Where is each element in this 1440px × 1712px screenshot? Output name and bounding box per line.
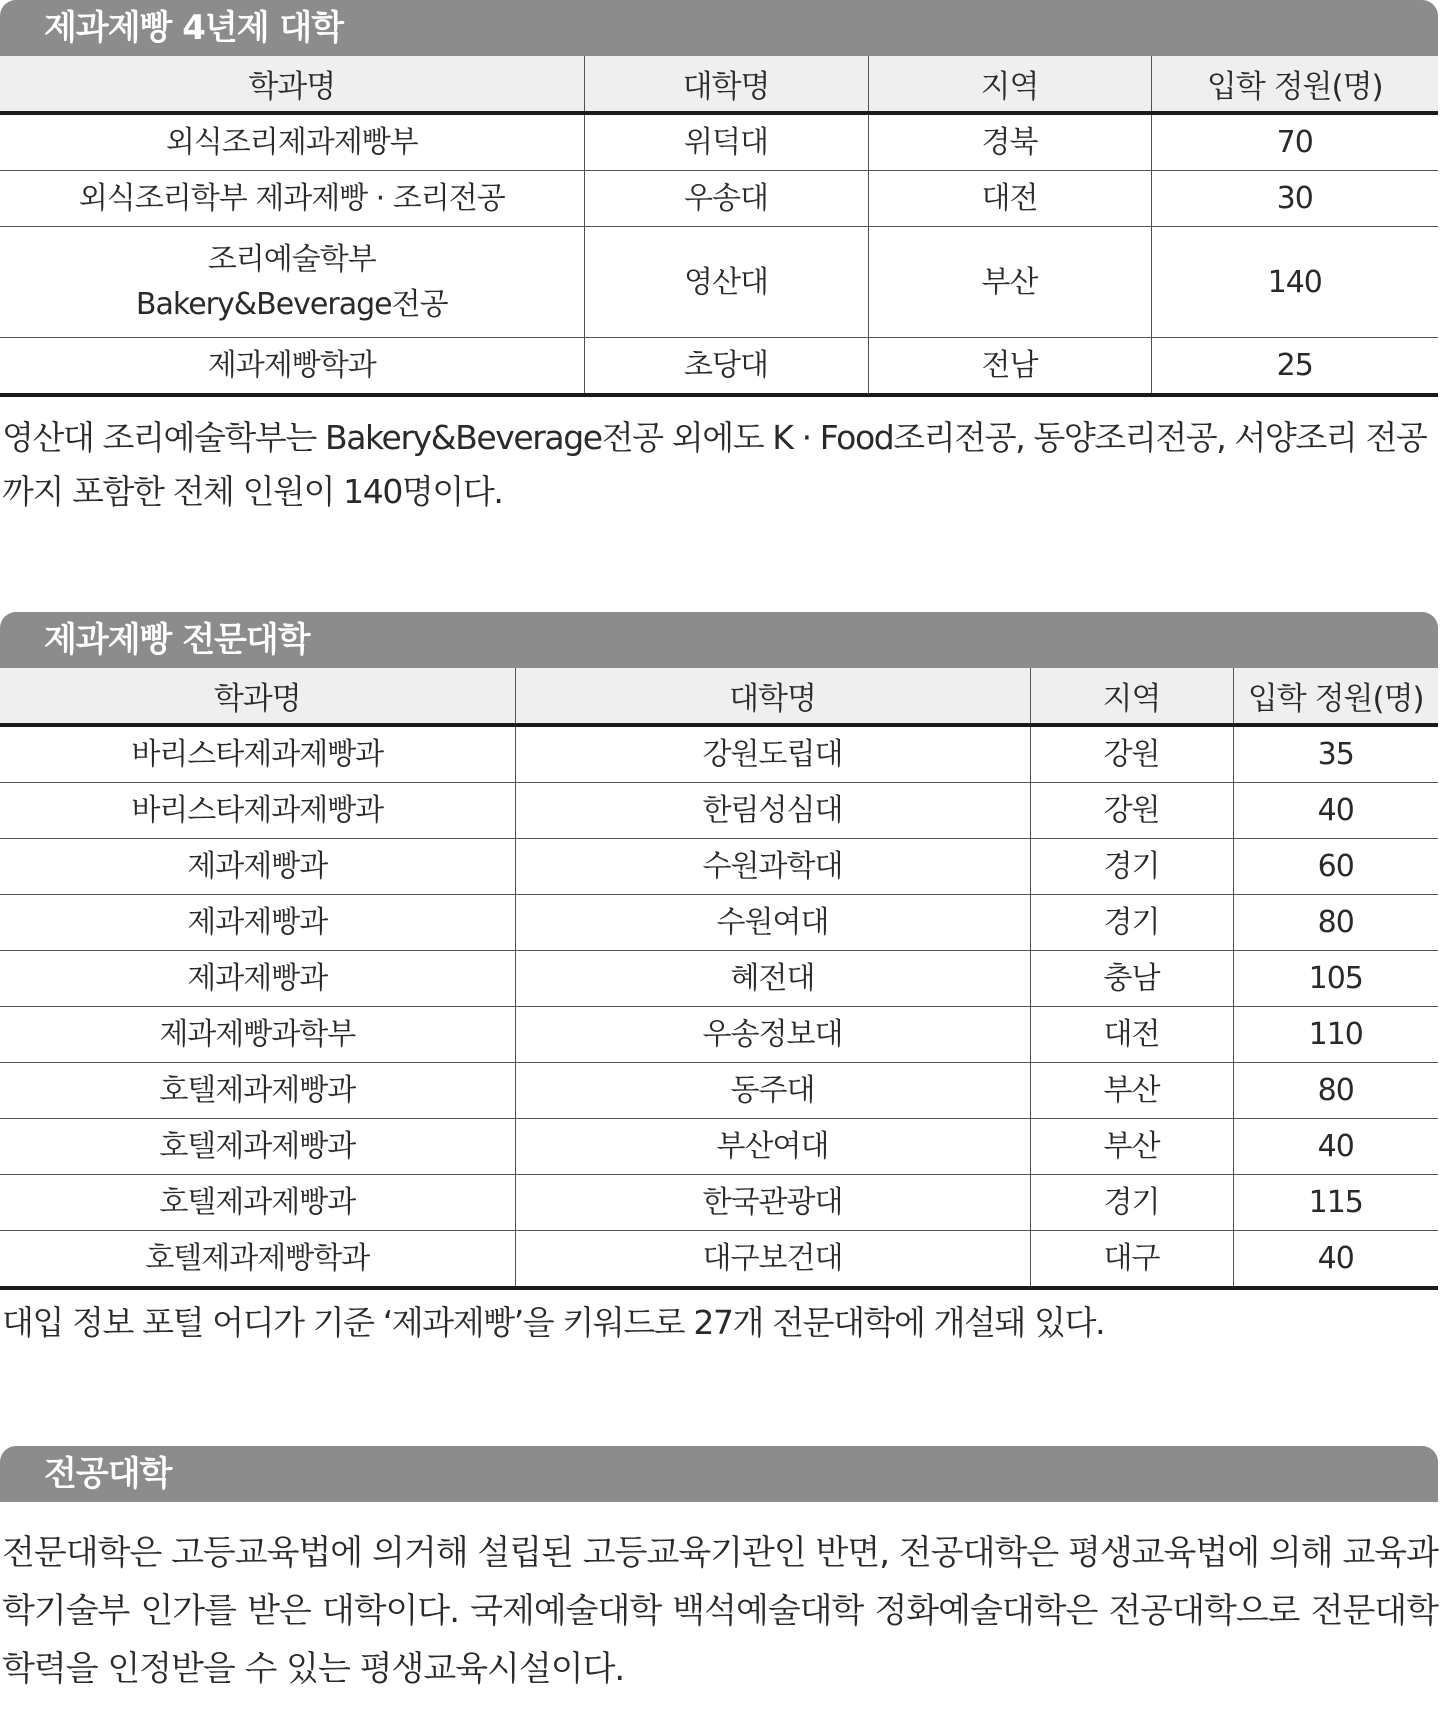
cell-univ: 한국관광대 [515,1175,1030,1231]
cell-region: 충남 [1030,951,1233,1007]
cell-univ: 강원도립대 [515,725,1030,783]
section-title: 전공대학 [44,1454,172,1494]
cell-dept-line2: Bakery&Beverage전공 [135,287,448,322]
cell-quota: 60 [1233,839,1438,895]
cell-region: 경기 [1030,895,1233,951]
cell-univ: 수원과학대 [515,839,1030,895]
table-junior-college [0,668,1438,1290]
section-header-bar [0,1446,1438,1502]
col-header-dept: 학과명 [0,56,584,113]
cell-quota: 35 [1233,725,1438,783]
section-4year [0,0,1440,519]
col-header-region: 지역 [868,56,1151,113]
cell-dept: 제과제빵과 [0,895,515,951]
cell-quota: 40 [1233,783,1438,839]
cell-dept: 바리스타제과제빵과 [0,783,515,839]
cell-univ: 위덕대 [584,113,868,171]
table-row [0,1007,1438,1063]
cell-quota: 80 [1233,895,1438,951]
cell-dept: 외식조리학부 제과제빵 · 조리전공 [0,171,584,227]
col-header-univ: 대학명 [515,668,1030,725]
table-row [0,227,1438,338]
cell-univ: 초당대 [584,338,868,396]
cell-dept: 호텔제과제빵과 [0,1119,515,1175]
col-header-region: 지역 [1030,668,1233,725]
section-title: 제과제빵 전문대학 [44,620,310,660]
cell-dept: 제과제빵학과 [0,338,584,396]
section-major-college [0,1446,1440,1698]
table-row [0,1063,1438,1119]
table-4year [0,56,1438,397]
table-row [0,1119,1438,1175]
cell-quota: 40 [1233,1119,1438,1175]
col-header-dept: 학과명 [0,668,515,725]
cell-dept: 제과제빵과 [0,951,515,1007]
section-junior-college [0,612,1440,1350]
table-row [0,1175,1438,1231]
cell-univ: 우송정보대 [515,1007,1030,1063]
cell-region: 경북 [868,113,1151,171]
cell-dept: 제과제빵과 [0,839,515,895]
cell-univ: 한림성심대 [515,783,1030,839]
cell-dept: 바리스타제과제빵과 [0,725,515,783]
col-header-univ: 대학명 [584,56,868,113]
cell-dept-line1: 조리예술학부 [207,242,376,277]
table-row [0,171,1438,227]
table-row [0,113,1438,171]
cell-dept [0,227,584,338]
cell-univ: 동주대 [515,1063,1030,1119]
cell-univ: 부산여대 [515,1119,1030,1175]
cell-region: 대구 [1030,1231,1233,1289]
cell-univ: 영산대 [584,227,868,338]
col-header-quota: 입학 정원(명) [1151,56,1438,113]
cell-dept: 외식조리제과제빵부 [0,113,584,171]
cell-univ: 우송대 [584,171,868,227]
cell-region: 대전 [1030,1007,1233,1063]
table-row [0,725,1438,783]
cell-region: 대전 [868,171,1151,227]
body-paragraph: 전문대학은 고등교육법에 의거해 설립된 고등교육기관인 반면, 전공대학은 평생교육법에 의해 교육과학기술부 인가를 받은 대학이다. 국제예술대학 백석예술대학 정화예술대학은 전공대학으로 전문대학 학력을 인정받을 수 있는 평생교육시설이다. [2,1533,1438,1689]
cell-dept: 호텔제과제빵학과 [0,1231,515,1289]
cell-quota: 110 [1233,1007,1438,1063]
cell-region: 전남 [868,338,1151,396]
cell-quota: 40 [1233,1231,1438,1289]
table-header-row [0,668,1438,725]
cell-quota: 140 [1151,227,1438,338]
cell-quota: 30 [1151,171,1438,227]
table-row [0,839,1438,895]
cell-region: 경기 [1030,1175,1233,1231]
section-header-bar [0,612,1438,668]
cell-region: 부산 [868,227,1151,338]
table-row [0,338,1438,396]
cell-region: 부산 [1030,1063,1233,1119]
cell-quota: 25 [1151,338,1438,396]
footnote: 영산대 조리예술학부는 Bakery&Beverage전공 외에도 K · Food조리전공, 동양조리전공, 서양조리 전공까지 포함한 전체 인원이 140명이다. [2,418,1427,511]
cell-region: 강원 [1030,725,1233,783]
footnote: 대입 정보 포털 어디가 기준 ‘제과제빵’을 키워드로 27개 전문대학에 개설돼 있다. [2,1303,1105,1342]
cell-univ: 수원여대 [515,895,1030,951]
cell-region: 부산 [1030,1119,1233,1175]
col-header-quota: 입학 정원(명) [1233,668,1438,725]
table-header-row [0,56,1438,113]
cell-quota: 105 [1233,951,1438,1007]
table-row [0,895,1438,951]
cell-quota: 80 [1233,1063,1438,1119]
cell-dept: 제과제빵과학부 [0,1007,515,1063]
table-row [0,1231,1438,1289]
cell-dept: 호텔제과제빵과 [0,1175,515,1231]
table-row [0,783,1438,839]
cell-quota: 70 [1151,113,1438,171]
cell-region: 경기 [1030,839,1233,895]
cell-univ: 혜전대 [515,951,1030,1007]
cell-univ: 대구보건대 [515,1231,1030,1289]
section-header-bar [0,0,1438,56]
section-title: 제과제빵 4년제 대학 [44,8,344,48]
cell-quota: 115 [1233,1175,1438,1231]
table-row [0,951,1438,1007]
cell-dept: 호텔제과제빵과 [0,1063,515,1119]
cell-region: 강원 [1030,783,1233,839]
